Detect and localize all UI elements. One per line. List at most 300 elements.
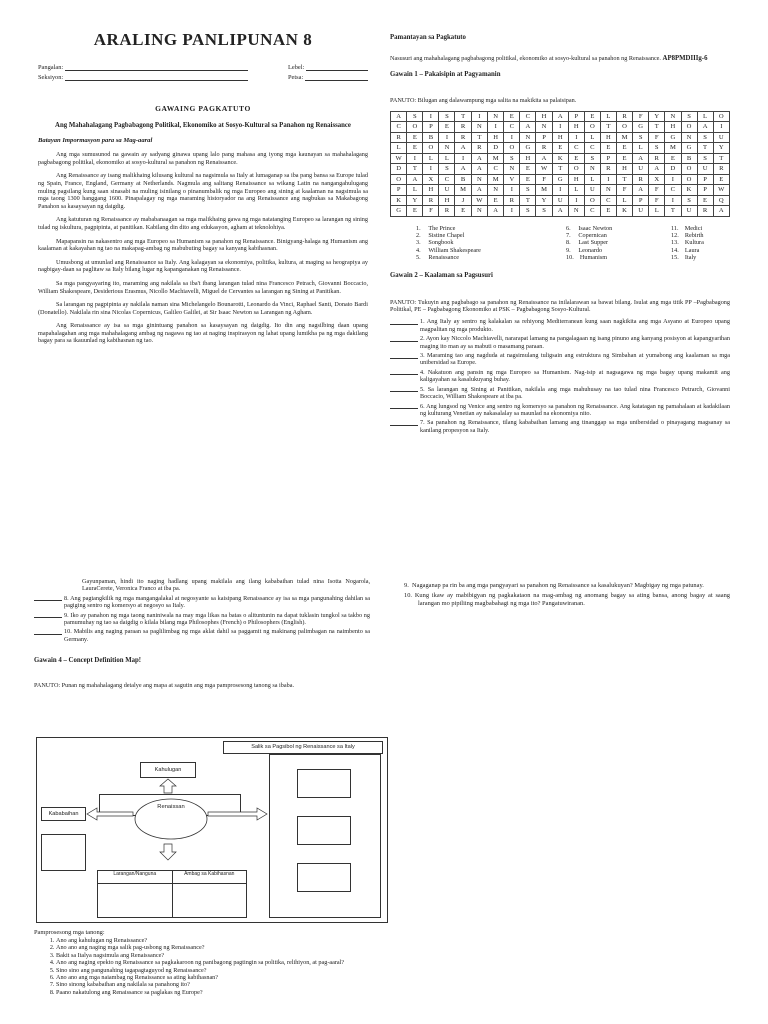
word-search-cell[interactable]: R — [649, 153, 665, 164]
arrow-left-icon — [87, 808, 133, 820]
word-search-cell[interactable]: T — [471, 132, 487, 143]
word-search-cell[interactable]: P — [536, 132, 552, 143]
question-text: 2. Ayon kay Niccolo Machiavelli, nararapat lamang na pangalagaan ng isang pinuno ang kanyang posisyon at kapangyarihan maging ito man ay sa mabuti o masamang paraan. — [420, 335, 730, 350]
word-search-cell[interactable]: M — [488, 153, 504, 164]
word-search-cell[interactable]: O — [584, 122, 600, 133]
word-search-cell[interactable]: E — [713, 174, 729, 185]
word-search-cell[interactable]: N — [568, 206, 584, 217]
word-search-cell[interactable]: P — [697, 174, 713, 185]
arrow-right-icon — [208, 808, 267, 820]
word-search-cell[interactable]: N — [600, 185, 616, 196]
word-search-cell[interactable]: C — [600, 195, 616, 206]
word-search-cell[interactable]: A — [391, 111, 407, 122]
answer-blank[interactable] — [390, 318, 418, 325]
word-search-cell[interactable]: L — [439, 153, 455, 164]
pamprosesong-item: 3. Bakit sa Italya nagsimula ang Renaissance? — [56, 952, 374, 959]
word-search-cell[interactable]: A — [633, 185, 649, 196]
word-search-cell[interactable]: H — [568, 122, 584, 133]
word-search-cell[interactable]: W — [471, 195, 487, 206]
word-search-cell[interactable]: G — [665, 132, 681, 143]
pamprosesong-item: 2. Ano ano ang naging mga salik pag-usbong ng Renaissance? — [56, 944, 374, 951]
word-search-cell[interactable]: L — [584, 132, 600, 143]
question-item — [390, 403, 730, 418]
word-search-cell[interactable]: H — [520, 153, 536, 164]
gawain4-heading: Gawain 4 – Concept Definition Map! — [34, 657, 142, 665]
word-search-cell[interactable]: T — [649, 122, 665, 133]
word-list-item: 10. Humanism — [566, 254, 608, 262]
word-search-cell[interactable]: F — [633, 111, 649, 122]
word-search-cell[interactable]: I — [504, 132, 520, 143]
answer-blank[interactable] — [390, 369, 418, 376]
word-search-cell[interactable]: P — [423, 122, 439, 133]
word-search-cell[interactable]: I — [504, 206, 520, 217]
word-search-cell[interactable]: N — [504, 164, 520, 175]
word-search-cell[interactable]: D — [488, 143, 504, 154]
word-search-row — [391, 185, 730, 196]
word-search-cell[interactable]: I — [713, 122, 729, 133]
word-search-cell[interactable]: I — [552, 122, 568, 133]
word-search-cell[interactable]: I — [600, 174, 616, 185]
word-search-cell[interactable]: C — [584, 206, 600, 217]
word-search-cell[interactable]: E — [488, 195, 504, 206]
pamprosesong-item: 1. Ano ang kahulugan ng Renaissance? — [56, 937, 374, 944]
word-search-cell[interactable]: R — [391, 132, 407, 143]
word-search-cell[interactable]: L — [584, 174, 600, 185]
word-search-cell[interactable]: I — [439, 132, 455, 143]
gawain2-panuto: PANUTO: Tukuyin ang pagbabago sa panahon ng Renaissance na inilalarawan sa bawat bilang. Isulat ang mga titik PP –Pagbabagong Politikal, PE – Pagbabagong Ekonomiko at PSK – Pagbabagong Sosyo-Kultural. — [390, 298, 730, 314]
word-search-cell[interactable]: L — [633, 143, 649, 154]
word-search-cell[interactable]: S — [520, 206, 536, 217]
word-search-cell[interactable]: D — [665, 164, 681, 175]
right-column-bottom — [404, 582, 730, 607]
word-search-cell[interactable]: I — [471, 111, 487, 122]
word-search-cell[interactable]: P — [633, 195, 649, 206]
word-search-cell[interactable]: G — [681, 143, 697, 154]
word-search-cell[interactable]: O — [681, 174, 697, 185]
word-search-cell[interactable]: U — [552, 195, 568, 206]
word-search-cell[interactable]: G — [552, 174, 568, 185]
word-search-cell[interactable]: H — [552, 132, 568, 143]
word-search-cell[interactable]: H — [568, 174, 584, 185]
word-search-cell[interactable]: K — [552, 153, 568, 164]
word-search-cell[interactable]: K — [616, 206, 632, 217]
pamprosesong-item: 5. Sino sino ang pangunahing tagapagtaguyod ng Renaissance? — [56, 967, 374, 974]
word-search-cell[interactable]: U — [584, 185, 600, 196]
word-list-item: 6. Isaac Newton — [566, 224, 613, 232]
pamprosesong-section — [34, 929, 374, 996]
word-search-cell[interactable]: A — [536, 153, 552, 164]
word-search-cell[interactable]: L — [391, 143, 407, 154]
word-search-cell[interactable]: Q — [713, 195, 729, 206]
word-search-cell[interactable]: R — [633, 174, 649, 185]
word-search-cell[interactable]: U — [633, 164, 649, 175]
word-search-cell[interactable]: M — [455, 185, 471, 196]
word-search-cell[interactable]: X — [423, 174, 439, 185]
word-search-cell[interactable]: E — [407, 143, 423, 154]
word-search-cell[interactable]: R — [439, 206, 455, 217]
word-search-row — [391, 122, 730, 133]
word-search-cell[interactable]: A — [552, 206, 568, 217]
word-search-cell[interactable]: H — [439, 195, 455, 206]
word-search-cell[interactable]: R — [697, 206, 713, 217]
answer-blank[interactable] — [390, 335, 418, 342]
word-search-cell[interactable]: N — [584, 164, 600, 175]
answer-blank[interactable] — [34, 612, 62, 619]
word-search-cell[interactable]: P — [600, 153, 616, 164]
word-search-cell[interactable]: A — [407, 174, 423, 185]
word-search-cell[interactable]: Y — [713, 143, 729, 154]
word-search-grid[interactable] — [390, 111, 730, 217]
word-search-cell[interactable]: I — [552, 185, 568, 196]
word-search-cell[interactable]: S — [633, 132, 649, 143]
concept-map — [36, 737, 388, 923]
word-search-row — [391, 174, 730, 185]
word-search-cell[interactable]: I — [568, 195, 584, 206]
answer-blank[interactable] — [390, 386, 418, 393]
word-search-cell[interactable]: I — [407, 153, 423, 164]
word-search-cell[interactable]: X — [649, 174, 665, 185]
word-search-cell[interactable]: U — [633, 206, 649, 217]
renaissance-center-label: Renaissan — [157, 804, 185, 810]
word-search-cell[interactable]: W — [536, 164, 552, 175]
pangalan-line[interactable] — [65, 64, 248, 71]
word-search-cell[interactable]: I — [665, 195, 681, 206]
pangalan-label: Pangalan: — [38, 64, 64, 71]
word-search-cell[interactable]: N — [520, 132, 536, 143]
question-item — [390, 335, 730, 350]
word-search-cell[interactable]: S — [520, 185, 536, 196]
word-search-cell[interactable]: A — [552, 111, 568, 122]
word-search-cell[interactable]: E — [616, 153, 632, 164]
word-search-cell[interactable]: E — [520, 164, 536, 175]
word-search-cell[interactable]: I — [455, 153, 471, 164]
word-search-cell[interactable]: L — [568, 185, 584, 196]
word-search-cell[interactable]: E — [665, 153, 681, 164]
pamprosesong-item: 4. Ano ang naging epekto ng Renaissance sa pagkakaroon ng panibagong pagtingin sa politika, relihiyon, at pag-aaral? — [56, 959, 374, 966]
word-search-cell[interactable]: R — [713, 164, 729, 175]
lebel-label: Lebel: — [288, 64, 305, 71]
word-search-cell[interactable]: F — [649, 195, 665, 206]
lebel-line[interactable] — [306, 64, 368, 71]
word-search-row — [391, 195, 730, 206]
word-search-cell[interactable]: O — [407, 122, 423, 133]
word-list-item: 1. The Prince — [416, 224, 456, 232]
word-search-cell[interactable]: U — [713, 132, 729, 143]
word-search-cell[interactable]: F — [649, 132, 665, 143]
word-search-cell[interactable]: R — [471, 143, 487, 154]
word-search-cell[interactable]: S — [536, 206, 552, 217]
word-list-item: 13. Kultura — [671, 239, 704, 247]
word-search-cell[interactable]: G — [520, 143, 536, 154]
word-search-cell[interactable]: S — [649, 143, 665, 154]
word-search-cell[interactable]: Y — [407, 195, 423, 206]
word-search-cell[interactable]: N — [471, 122, 487, 133]
word-search-cell[interactable]: S — [697, 153, 713, 164]
word-search-cell[interactable]: R — [455, 122, 471, 133]
word-search-cell[interactable]: O — [568, 164, 584, 175]
word-search-cell[interactable]: B — [455, 174, 471, 185]
petsa-line[interactable] — [305, 74, 368, 81]
word-search-cell[interactable]: I — [423, 111, 439, 122]
word-search-cell[interactable]: S — [681, 195, 697, 206]
word-search-cell[interactable]: I — [504, 185, 520, 196]
word-search-cell[interactable]: N — [681, 132, 697, 143]
word-search-cell[interactable]: L — [649, 206, 665, 217]
word-search-row — [391, 143, 730, 154]
concept-map-connectors — [37, 738, 389, 924]
word-search-cell[interactable]: T — [713, 153, 729, 164]
word-search-cell[interactable]: A — [520, 122, 536, 133]
word-search-cell[interactable]: L — [616, 195, 632, 206]
word-search-cell[interactable]: T — [616, 174, 632, 185]
word-search-cell[interactable]: H — [600, 132, 616, 143]
word-search-cell[interactable]: L — [600, 111, 616, 122]
word-search-cell[interactable]: O — [391, 174, 407, 185]
arrow-up-icon — [160, 779, 176, 793]
word-search-cell[interactable]: Y — [649, 111, 665, 122]
word-search-cell[interactable]: P — [391, 185, 407, 196]
question-item — [34, 628, 370, 643]
word-search-cell[interactable]: D — [391, 164, 407, 175]
word-search-cell[interactable]: E — [455, 206, 471, 217]
word-list-item: 9. Leonardo — [566, 246, 603, 254]
word-search-cell[interactable]: H — [665, 122, 681, 133]
word-search-cell[interactable]: H — [488, 132, 504, 143]
question-9: 9. Nagaganap pa rin ba ang mga pangyayari sa panahon ng Renaissance sa kasalukuyan? Magbigay ng mga patunay. — [404, 582, 704, 589]
word-list-item: 7. Copernican — [566, 232, 607, 239]
word-search-cell[interactable]: N — [471, 206, 487, 217]
kahulugan-box: Kahulugan — [140, 762, 196, 778]
word-list-item: 12. Rebirth — [671, 232, 704, 239]
word-search-cell[interactable]: O — [616, 122, 632, 133]
larangan-header: Larangan/Nanguna — [98, 871, 173, 883]
competency-code: AP8PMDIIIg-6 — [662, 55, 708, 62]
word-search-cell[interactable]: E — [568, 153, 584, 164]
word-search-cell[interactable]: L — [407, 185, 423, 196]
word-search-cell[interactable]: J — [455, 195, 471, 206]
word-search-cell[interactable]: A — [471, 185, 487, 196]
word-search-cell[interactable]: E — [697, 195, 713, 206]
word-search-cell[interactable]: R — [616, 111, 632, 122]
word-search-cell[interactable]: P — [568, 111, 584, 122]
word-search-cell[interactable]: L — [697, 111, 713, 122]
word-list-item: 14. Laura — [671, 246, 700, 254]
word-search-cell[interactable]: L — [423, 153, 439, 164]
left-column-top — [38, 30, 368, 351]
word-search-cell[interactable]: A — [633, 153, 649, 164]
answer-blank[interactable] — [34, 628, 62, 635]
word-search-cell[interactable]: F — [616, 185, 632, 196]
word-search-cell[interactable]: S — [584, 153, 600, 164]
question-text: 7. Sa panahon ng Renaissance, tilang kababaihan lamang ang tinanggap sa mga unibersidad o pinayagang magsanay sa kanilang propesyon sa Italy. — [420, 419, 730, 434]
word-search-cell[interactable]: U — [681, 206, 697, 217]
continued-lead: Gayunpaman, hindi ito naging hadlang upang makilala ang ilang kababaihan tulad nina Isotta Nogarola, LauraCerete, Veronica Franco at iba pa. — [82, 578, 370, 593]
word-search-cell[interactable]: O — [423, 143, 439, 154]
word-search-cell[interactable]: C — [584, 143, 600, 154]
gawain1-panuto: PANUTO: Bilugan ang dalawampung mga salita na makikita sa palaisipan. — [390, 96, 577, 104]
word-search-cell[interactable]: A — [455, 164, 471, 175]
word-search-cell[interactable]: I — [665, 174, 681, 185]
word-search-cell[interactable]: S — [407, 111, 423, 122]
kababaihan-box: Kababaihan — [41, 807, 86, 821]
word-search-cell[interactable]: A — [455, 143, 471, 154]
word-search-cell[interactable]: A — [471, 153, 487, 164]
word-search-cell[interactable]: T — [552, 164, 568, 175]
word-search-cell[interactable]: M — [665, 143, 681, 154]
word-search-cell[interactable]: C — [504, 122, 520, 133]
word-search-cell[interactable]: O — [713, 111, 729, 122]
word-list — [390, 225, 730, 262]
word-search-cell[interactable]: P — [697, 185, 713, 196]
word-search-cell[interactable]: I — [568, 132, 584, 143]
word-search-cell[interactable]: A — [713, 206, 729, 217]
word-search-cell[interactable]: U — [697, 164, 713, 175]
word-search-cell[interactable]: N — [665, 111, 681, 122]
word-search-cell[interactable]: S — [504, 153, 520, 164]
question-item — [34, 612, 370, 627]
word-search-cell[interactable]: A — [649, 164, 665, 175]
word-list-item: 4. William Shakespeare — [416, 246, 481, 254]
word-search-cell[interactable]: O — [584, 195, 600, 206]
word-search-cell[interactable]: S — [439, 111, 455, 122]
word-search-cell[interactable]: G — [391, 206, 407, 217]
word-search-cell[interactable]: E — [520, 174, 536, 185]
arrow-down-icon — [160, 844, 176, 860]
word-search-cell[interactable]: E — [616, 143, 632, 154]
pamprosesong-list — [34, 937, 374, 996]
question-item — [34, 595, 370, 610]
word-list-item: 5. Renaissance — [416, 254, 459, 262]
pamprosesong-item: 7. Sino sinong kababaihan ang nakilala sa panahong ito? — [56, 981, 374, 988]
word-search-cell[interactable]: A — [488, 206, 504, 217]
question-item — [390, 318, 730, 333]
word-search-cell[interactable]: R — [455, 132, 471, 143]
activity-heading: GAWAING PAGKATUTO — [155, 104, 251, 113]
word-search-cell[interactable]: T — [455, 111, 471, 122]
word-search-cell[interactable]: T — [600, 122, 616, 133]
answer-blank[interactable] — [390, 352, 418, 359]
word-search-cell[interactable]: N — [439, 143, 455, 154]
word-search-cell[interactable]: A — [697, 122, 713, 133]
word-search-cell[interactable]: E — [600, 143, 616, 154]
word-search-cell[interactable]: I — [423, 164, 439, 175]
word-search-cell[interactable]: E — [552, 143, 568, 154]
word-search-cell[interactable]: N — [536, 122, 552, 133]
word-search-cell[interactable]: B — [423, 132, 439, 143]
word-search-cell[interactable]: E — [439, 122, 455, 133]
word-search-cell[interactable]: C — [488, 164, 504, 175]
word-search-cell[interactable]: R — [536, 143, 552, 154]
word-search-cell[interactable]: T — [520, 195, 536, 206]
word-search-cell[interactable]: M — [536, 185, 552, 196]
paragraph-6: Sa mga pangyayaring ito, maraming ang nakilala sa iba't ibang larangan tulad nina Francesco Petrach, Giovanni Boccacio, William Shakespeare, Desiderious Erasmus, Nicollo Machiavelli, Miguel de Cervantes sa larangan ng Sining at Panitikan. — [38, 279, 368, 295]
word-search-cell[interactable]: R — [600, 164, 616, 175]
pamprosesong-item: 8. Paano nakatulong ang Renaissance sa paglakas ng Europe? — [56, 989, 374, 996]
ambag-header: Ambag sa Kabihasnan — [184, 871, 235, 877]
word-list-item: 11. Medici — [671, 224, 703, 232]
word-search-cell[interactable]: M — [616, 132, 632, 143]
question-text: 1. Ang Italy ay sentro ng kalakalan sa rehiyong Mediterranean kung saan nagkikita ang mga Asyano at Europeo upang magpalitan ng mga produkto. — [420, 318, 730, 333]
word-search-cell[interactable]: C — [391, 122, 407, 133]
word-search-cell[interactable]: H — [423, 185, 439, 196]
answer-blank[interactable] — [34, 595, 62, 602]
word-search-cell[interactable]: E — [584, 111, 600, 122]
answer-blank[interactable] — [390, 419, 418, 426]
word-search-cell[interactable]: R — [423, 195, 439, 206]
paragraph-7: Sa larangan ng pagpipinta ay nakilala naman sina Michelangelo Bounarotti, Leonardo da Vinci, Raphael Santi, Donato Bardi (Donatello). Nakilala rin sina Nicolas Copernicus, Galileo Galilei, at Sir Isaac Newton sa Larangan ng Agham. — [38, 301, 368, 316]
word-search-cell[interactable]: O — [681, 164, 697, 175]
word-search-cell[interactable]: T — [697, 143, 713, 154]
word-search-cell[interactable]: E — [504, 111, 520, 122]
word-search-cell[interactable]: M — [488, 174, 504, 185]
word-search-cell[interactable]: E — [600, 206, 616, 217]
word-search-cell[interactable]: S — [439, 164, 455, 175]
word-list-item: 8. Last Supper — [566, 239, 609, 247]
word-search-cell[interactable]: H — [536, 111, 552, 122]
word-search-cell[interactable]: F — [536, 174, 552, 185]
word-search-cell[interactable]: F — [649, 185, 665, 196]
word-search-cell[interactable]: A — [471, 164, 487, 175]
paragraph-5: Umusbong at umunlad ang Renaissance sa Italy. Ang kalagayan sa ekonomiya, politika, kultura, at maging sa heograpiya ay nagbigay-daan sa paglitaw sa Italy bilang lugar ng kapanganakan ng Renaissance. — [38, 258, 368, 274]
word-search-cell[interactable]: Y — [536, 195, 552, 206]
salik-label-box: Salik sa Pagsibol ng Renaissance sa Italy — [223, 741, 383, 754]
word-search-cell[interactable]: W — [391, 153, 407, 164]
word-search-row — [391, 164, 730, 175]
pamantayan-text: Nasusuri ang mahahalagang pagbabagong politikal, ekonomiko at sosyo-kultural sa panahon ng Renaissance. AP8PMDIIIg-6 — [390, 55, 708, 62]
word-search-cell[interactable]: S — [681, 111, 697, 122]
gawain2-items — [390, 318, 730, 434]
word-search-cell[interactable]: S — [697, 132, 713, 143]
word-search-cell[interactable]: B — [681, 153, 697, 164]
word-search-cell[interactable]: T — [665, 206, 681, 217]
word-search-cell[interactable]: N — [471, 174, 487, 185]
word-search-cell[interactable]: O — [504, 143, 520, 154]
word-search-cell[interactable]: U — [439, 185, 455, 196]
word-search-cell[interactable]: H — [616, 164, 632, 175]
word-search-cell[interactable]: T — [407, 164, 423, 175]
question-item — [390, 419, 730, 434]
word-list-item: 3. Songbook — [416, 239, 454, 247]
word-search-cell[interactable]: N — [488, 185, 504, 196]
word-search-cell[interactable]: C — [520, 111, 536, 122]
question-text: 3. Maraming tao ang nagduda at nagsimulang tuligsain ang estruktura ng Simbahan at yumabong ang kaalaman sa mga unibersidad sa Europe. — [420, 352, 730, 367]
word-search-cell[interactable]: C — [665, 185, 681, 196]
seksiyon-label: Seksiyon: — [38, 74, 64, 81]
paragraph-8: Ang Renaissance ay isa sa mga ginintuang panahon sa kasaysayan ng daigdig. Ito din ang nagsilbing daan upang mapahalagahan ang mga mahahalagang ambag ng nagawa ng tao at naging inspirasyon ng lahat upang lumikha pa ng mga dakilang bagay para sa ikauunlad ng kabihasnan ng tao. — [38, 322, 368, 345]
word-search-cell[interactable]: E — [407, 132, 423, 143]
word-search-cell[interactable]: C — [439, 174, 455, 185]
word-search-cell[interactable]: O — [681, 122, 697, 133]
word-search-cell[interactable]: C — [568, 143, 584, 154]
seksiyon-line[interactable] — [65, 74, 248, 81]
answer-blank[interactable] — [390, 403, 418, 410]
word-search-cell[interactable]: E — [407, 206, 423, 217]
word-search-cell[interactable]: N — [488, 111, 504, 122]
word-search-row — [391, 153, 730, 164]
left-column-bottom — [34, 578, 370, 698]
info-heading: Batayan Impormasyon para sa Mag-aaral — [38, 137, 153, 145]
word-search-cell[interactable]: R — [504, 195, 520, 206]
word-search-cell[interactable]: K — [391, 195, 407, 206]
word-search-cell[interactable]: W — [713, 185, 729, 196]
petsa-label: Petsa: — [288, 74, 304, 81]
word-search-cell[interactable]: I — [488, 122, 504, 133]
word-search-cell[interactable]: K — [681, 185, 697, 196]
word-search-cell[interactable]: V — [504, 174, 520, 185]
word-search-cell[interactable]: G — [633, 122, 649, 133]
word-search-cell[interactable]: F — [423, 206, 439, 217]
student-info — [38, 64, 368, 82]
